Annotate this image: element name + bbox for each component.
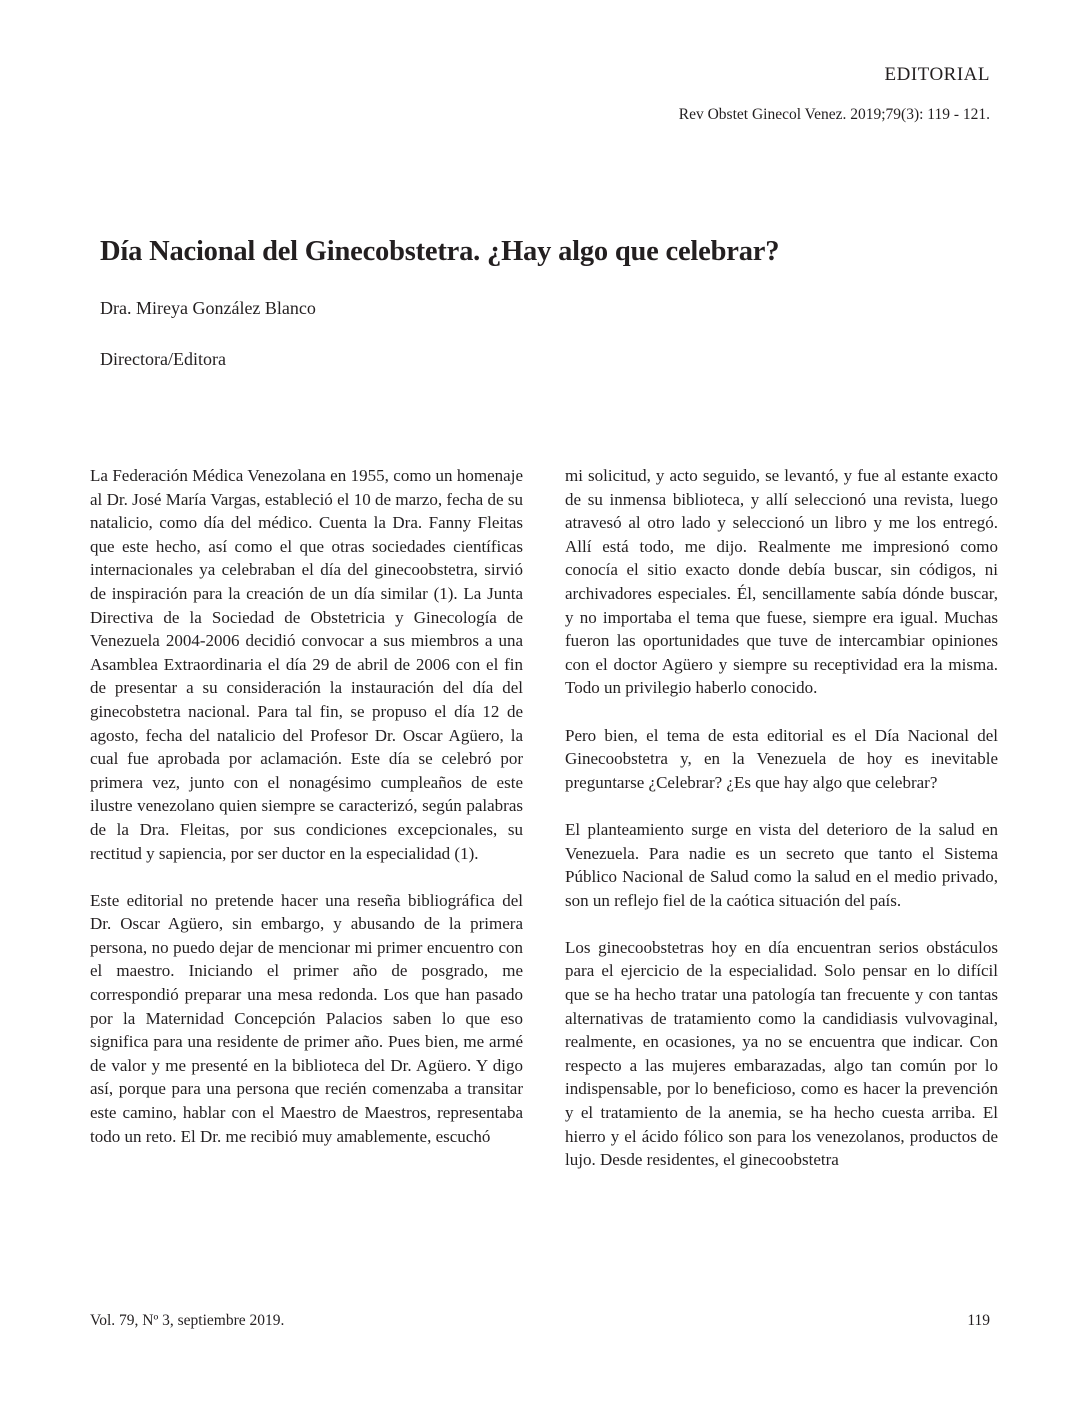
paragraph: El planteamiento surge en vista del deterioro de la salud en Venezuela. Para nadie es un secreto que tanto el Sistema Público Nacional de Salud como la salud en el medio privado, son un reflejo fiel de la caótica situación del país.	[565, 819, 998, 910]
section-label: EDITORIAL	[884, 64, 990, 85]
paragraph: Este editorial no pretende hacer una reseña bibliográfica del Dr. Oscar Agüero, sin embargo, y abusando de la primera persona, no puedo dejar de mencionar mi primer encuentro con el maestro. Iniciando el primer año de posgrado, me correspondió preparar una mesa redonda. Los que han pasado por la Maternidad Concepción Palacios saben lo que eso significa para una residente de primer año. Pues bien, me armé de valor y me presenté en la biblioteca del Dr. Agüero. Y digo así, porque para una persona que recién comenzaba a transitar este camino, hablar con el Maestro de Maestros, representaba todo un reto. El Dr. me recibió muy amablemente, escuchó	[90, 890, 523, 1146]
article-title: Día Nacional del Ginecobstetra. ¿Hay algo que celebrar?	[100, 236, 780, 267]
paragraph: Pero bien, el tema de esta editorial es el Día Nacional del Ginecoobstetra y, en la Venezuela de hoy es inevitable preguntarse ¿Celebrar? ¿Es que hay algo que celebrar?	[565, 725, 998, 792]
paragraph: Los ginecoobstetras hoy en día encuentran serios obstáculos para el ejercicio de la especialidad. Solo pensar en lo difícil que se ha hecho tratar una patología tan frecuente y con tantas alternativas de tratamiento como la candidiasis vulvovaginal, realmente, en ocasiones, ya no se encuentra que indicar. Con respecto a las mujeres embarazadas, algo tan común por lo indispensable, por lo beneficioso, como es hacer la prevención y el tratamiento de la anemia, se ha hecho cuesta arriba. El hierro y el ácido fólico son para los venezolanos, productos de lujo. Desde residentes, el ginecoobstetra	[565, 937, 998, 1170]
paragraph: La Federación Médica Venezolana en 1955, como un homenaje al Dr. José María Vargas, estableció el 10 de marzo, fecha de su natalicio, como día del médico. Cuenta la Dra. Fanny Fleitas que este hecho, así como el que otras sociedades científicas internacionales ya celebraban el día del ginecoobstetra, sirvió de inspiración para la creación de un día similar (1). La Junta Directiva de la Sociedad de Obstetricia y Ginecología de Venezuela 2004-2006 decidió convocar a sus miembros a una Asamblea Extraordinaria el día 29 de abril de 2006 con el fin de presentar a su consideración la instauración del día del ginecobstetra nacional. Para tal fin, se propuso el día 12 de agosto, fecha del natalicio del Profesor Dr. Oscar Agüero, la cual fue aprobada por aclamación. Este día se celebró por primera vez, junto con el nonagésimo cumpleaños de este ilustre venezolano quien siempre se caracterizó, según palabras de la Dra. Fleitas, por sus condiciones excepcionales, su rectitud y sapiencia, por ser ductor en la especialidad (1).	[90, 466, 523, 863]
author-affiliation: Directora/Editora	[100, 349, 226, 369]
body-column-left	[90, 464, 523, 1148]
page-number: 119	[967, 1312, 990, 1329]
article-author: Dra. Mireya González Blanco	[100, 298, 316, 318]
footer-volume: Vol. 79, Nº 3, septiembre 2019.	[90, 1312, 285, 1329]
journal-citation: Rev Obstet Ginecol Venez. 2019;79(3): 119 - 121.	[678, 106, 990, 123]
body-column-right	[565, 464, 998, 1172]
paragraph: mi solicitud, y acto seguido, se levantó, y fue al estante exacto de su inmensa biblioteca, y allí seleccionó una revista, luego atravesó al otro lado y seleccionó un libro y me los entregó. Allí está todo, me dijo. Realmente me impresionó como conocía el sitio exacto donde debía buscar, sin códigos, ni archivadores especiales. Él, sencillamente sabía dónde buscar, y no importaba el tema que fuese, siempre era igual. Muchas fueron las oportunidades que tuve de intercambiar opiniones con el doctor Agüero y siempre su receptividad era la misma. Todo un privilegio haberlo conocido.	[565, 466, 998, 698]
